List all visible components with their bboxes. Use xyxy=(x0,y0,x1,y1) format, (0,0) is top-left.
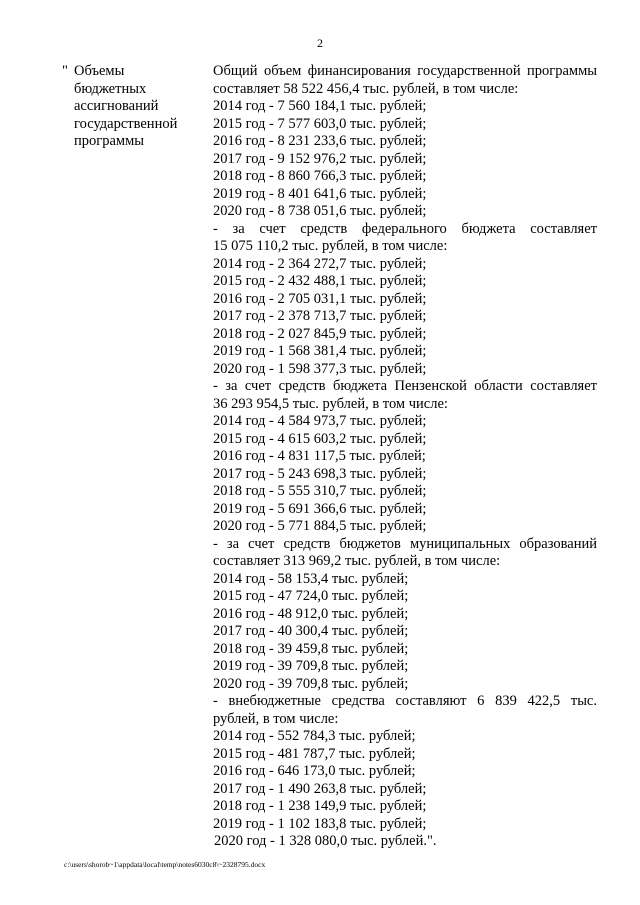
regional-year-line: 2019 год - 5 691 366,6 тыс. рублей; xyxy=(213,500,427,517)
federal-year-line: 2018 год - 2 027 845,9 тыс. рублей; xyxy=(213,325,427,342)
label-line: программы xyxy=(74,133,144,149)
extrabudget-year-line: 2019 год - 1 102 183,8 тыс. рублей; xyxy=(213,815,427,832)
regional-heading: - за счет средств бюджета Пензенской области составляет xyxy=(213,378,597,394)
municipal-year-line: 2020 год - 39 709,8 тыс. рублей; xyxy=(213,675,409,692)
label-line: государственной xyxy=(74,115,178,132)
federal-year-line: 2016 год - 2 705 031,1 тыс. рублей; xyxy=(213,290,427,307)
regional-year-line: 2014 год - 4 584 973,7 тыс. рублей; xyxy=(213,413,427,429)
extrabudget-year-line: 2017 год - 1 490 263,8 тыс. рублей; xyxy=(213,780,427,797)
funding-details xyxy=(213,63,597,851)
intro-line: Общий объем финансирования государственной программы xyxy=(213,63,597,79)
label-line: ассигнований xyxy=(74,98,159,114)
total-year-line: 2020 год - 8 738 051,6 тыс. рублей; xyxy=(213,203,427,219)
opening-quote-mark: " xyxy=(62,63,68,79)
federal-heading: 15 075 110,2 тыс. рублей, в том числе: xyxy=(213,238,448,254)
regional-year-line: 2016 год - 4 831 117,5 тыс. рублей; xyxy=(213,448,426,464)
total-year-line: 2015 год - 7 577 603,0 тыс. рублей; xyxy=(213,115,427,132)
total-year-line: 2019 год - 8 401 641,6 тыс. рублей; xyxy=(213,185,427,202)
regional-heading: 36 293 954,5 тыс. рублей, в том числе: xyxy=(213,395,448,412)
extrabudget-year-line: 2016 год - 646 173,0 тыс. рублей; xyxy=(213,763,416,779)
federal-year-line: 2020 год - 1 598 377,3 тыс. рублей; xyxy=(213,360,427,377)
intro-line: составляет 58 522 456,4 тыс. рублей, в том числе: xyxy=(213,80,519,97)
label-line: бюджетных xyxy=(74,80,147,97)
extrabudget-heading: рублей, в том числе: xyxy=(213,710,339,727)
municipal-year-line: 2019 год - 39 709,8 тыс. рублей; xyxy=(213,658,409,674)
extrabudget-heading: - внебюджетные средства составляют 6 839 422,5 тыс. xyxy=(213,693,597,709)
total-year-line: 2016 год - 8 231 233,6 тыс. рублей; xyxy=(213,133,427,149)
extrabudget-year-line: 2018 год - 1 238 149,9 тыс. рублей; xyxy=(213,798,427,814)
municipal-year-line: 2018 год - 39 459,8 тыс. рублей; xyxy=(213,640,409,657)
municipal-year-line: 2016 год - 48 912,0 тыс. рублей; xyxy=(213,605,409,622)
regional-year-line: 2017 год - 5 243 698,3 тыс. рублей; xyxy=(213,465,427,482)
total-year-line: 2014 год - 7 560 184,1 тыс. рублей; xyxy=(213,98,427,114)
extrabudget-year-line: 2014 год - 552 784,3 тыс. рублей; xyxy=(213,728,416,744)
extrabudget-year-line: 2020 год - 1 328 080,0 тыс. рублей.". xyxy=(214,833,437,849)
regional-year-line: 2018 год - 5 555 310,7 тыс. рублей; xyxy=(213,483,427,499)
total-year-line: 2018 год - 8 860 766,3 тыс. рублей; xyxy=(213,168,427,184)
municipal-year-line: 2017 год - 40 300,4 тыс. рублей; xyxy=(213,623,409,639)
total-year-line: 2017 год - 9 152 976,2 тыс. рублей; xyxy=(213,150,427,167)
extrabudget-year-line: 2015 год - 481 787,7 тыс. рублей; xyxy=(213,745,416,762)
federal-year-line: 2017 год - 2 378 713,7 тыс. рублей; xyxy=(213,308,427,324)
municipal-heading: - за счет средств бюджетов муниципальных образований xyxy=(213,535,597,552)
federal-year-line: 2014 год - 2 364 272,7 тыс. рублей; xyxy=(213,255,427,272)
label-line: Объемы xyxy=(74,63,125,79)
section-label xyxy=(74,63,206,151)
regional-year-line: 2015 год - 4 615 603,2 тыс. рублей; xyxy=(213,430,427,447)
municipal-heading: составляет 313 969,2 тыс. рублей, в том числе: xyxy=(213,553,501,569)
federal-year-line: 2019 год - 1 568 381,4 тыс. рублей; xyxy=(213,343,427,359)
municipal-year-line: 2014 год - 58 153,4 тыс. рублей; xyxy=(213,570,409,587)
file-path-footer: c:\users\shorob~1\appdata\local\temp\notes6030c8\~2328795.docx xyxy=(64,860,266,869)
page-number: 2 xyxy=(317,36,323,50)
federal-heading: - за счет средств федерального бюджета составляет xyxy=(213,220,597,237)
municipal-year-line: 2015 год - 47 724,0 тыс. рублей; xyxy=(213,588,409,604)
federal-year-line: 2015 год - 2 432 488,1 тыс. рублей; xyxy=(213,273,427,289)
regional-year-line: 2020 год - 5 771 884,5 тыс. рублей; xyxy=(213,518,427,534)
